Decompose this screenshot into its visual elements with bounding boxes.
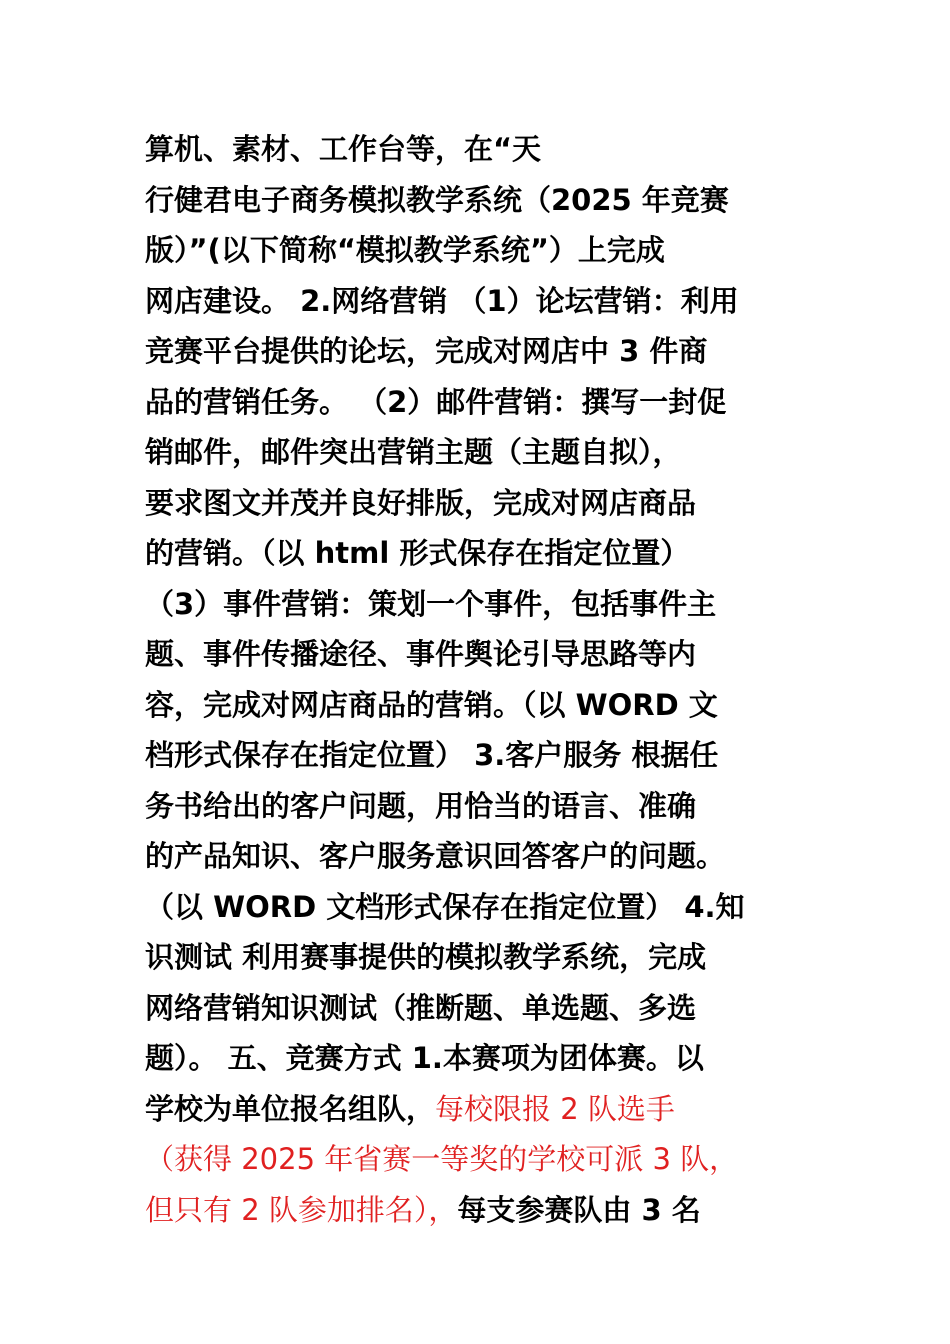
text-line: [145, 276, 815, 327]
text-segment: 识测试 利用赛事提供的模拟教学系统，完成: [145, 940, 707, 974]
text-line: [145, 225, 815, 276]
text-segment: 务书给出的客户问题，用恰当的语言、准确: [145, 788, 697, 823]
text-segment: 品的营销任务。 （2）邮件营销：撰写一封促: [145, 384, 727, 419]
highlighted-text: 每校限报 2 队选手: [435, 1091, 675, 1126]
text-segment: 版）”(以下简称“模拟教学系统”）上完成: [145, 233, 665, 267]
text-segment: （以 WORD 文档形式保存在指定位置） 4.知: [145, 889, 745, 924]
text-line: [145, 680, 815, 731]
text-segment: 题、事件传播途径、事件舆论引导思路等内: [145, 637, 697, 671]
text-segment: 网店建设。 2.网络营销 （1）论坛营销：利用: [145, 283, 739, 318]
text-segment: 要求图文并茂并良好排版，完成对网店商品: [145, 485, 697, 520]
text-segment: 网络营销知识测试（推断题、单选题、多选: [145, 990, 697, 1025]
text-line: [145, 781, 815, 832]
text-line: [145, 629, 815, 680]
text-line: [145, 427, 815, 478]
document-body: [145, 124, 815, 1235]
text-line: [145, 983, 815, 1034]
text-segment: 的营销。（以 html 形式保存在指定位置）: [145, 536, 690, 570]
text-line: [145, 730, 815, 781]
text-segment: 容，完成对网店商品的营销。（以 WORD 文: [145, 687, 718, 722]
text-line: [145, 1134, 815, 1185]
text-line: [145, 377, 815, 428]
text-segment: 档形式保存在指定位置） 3.客户服务 根据任: [145, 738, 719, 772]
text-line: [145, 124, 815, 175]
text-line: [145, 528, 815, 579]
text-segment: （3）事件营销：策划一个事件，包括事件主: [145, 586, 717, 621]
text-line: [145, 579, 815, 630]
text-segment: 学校为单位报名组队，: [145, 1091, 436, 1126]
text-line: [145, 326, 815, 377]
text-segment: 销邮件，邮件突出营销主题（主题自拟），: [145, 435, 682, 469]
text-line: [145, 831, 815, 882]
text-line: [145, 1185, 815, 1236]
text-line: [145, 175, 815, 226]
text-segment: 竞赛平台提供的论坛，完成对网店中 3 件商: [145, 334, 708, 368]
text-segment: 每支参赛队由 3 名: [457, 1192, 701, 1227]
text-line: [145, 932, 815, 983]
text-segment: 算机、素材、工作台等，在“天: [145, 132, 542, 166]
text-line: [145, 478, 815, 529]
text-segment: 题）。 五、竞赛方式 1.本赛项为团体赛。以: [145, 1041, 704, 1075]
text-segment: 的产品知识、客户服务意识回答客户的问题。: [145, 839, 726, 873]
text-line: [145, 1084, 815, 1135]
text-line: [145, 1033, 815, 1084]
highlighted-text: 但只有 2 队参加排名），: [145, 1192, 458, 1227]
text-segment: 行健君电子商务模拟教学系统（2025 年竞赛: [145, 182, 729, 217]
text-line: [145, 882, 815, 933]
highlighted-text: （获得 2025 年省赛一等奖的学校可派 3 队，: [145, 1142, 739, 1176]
